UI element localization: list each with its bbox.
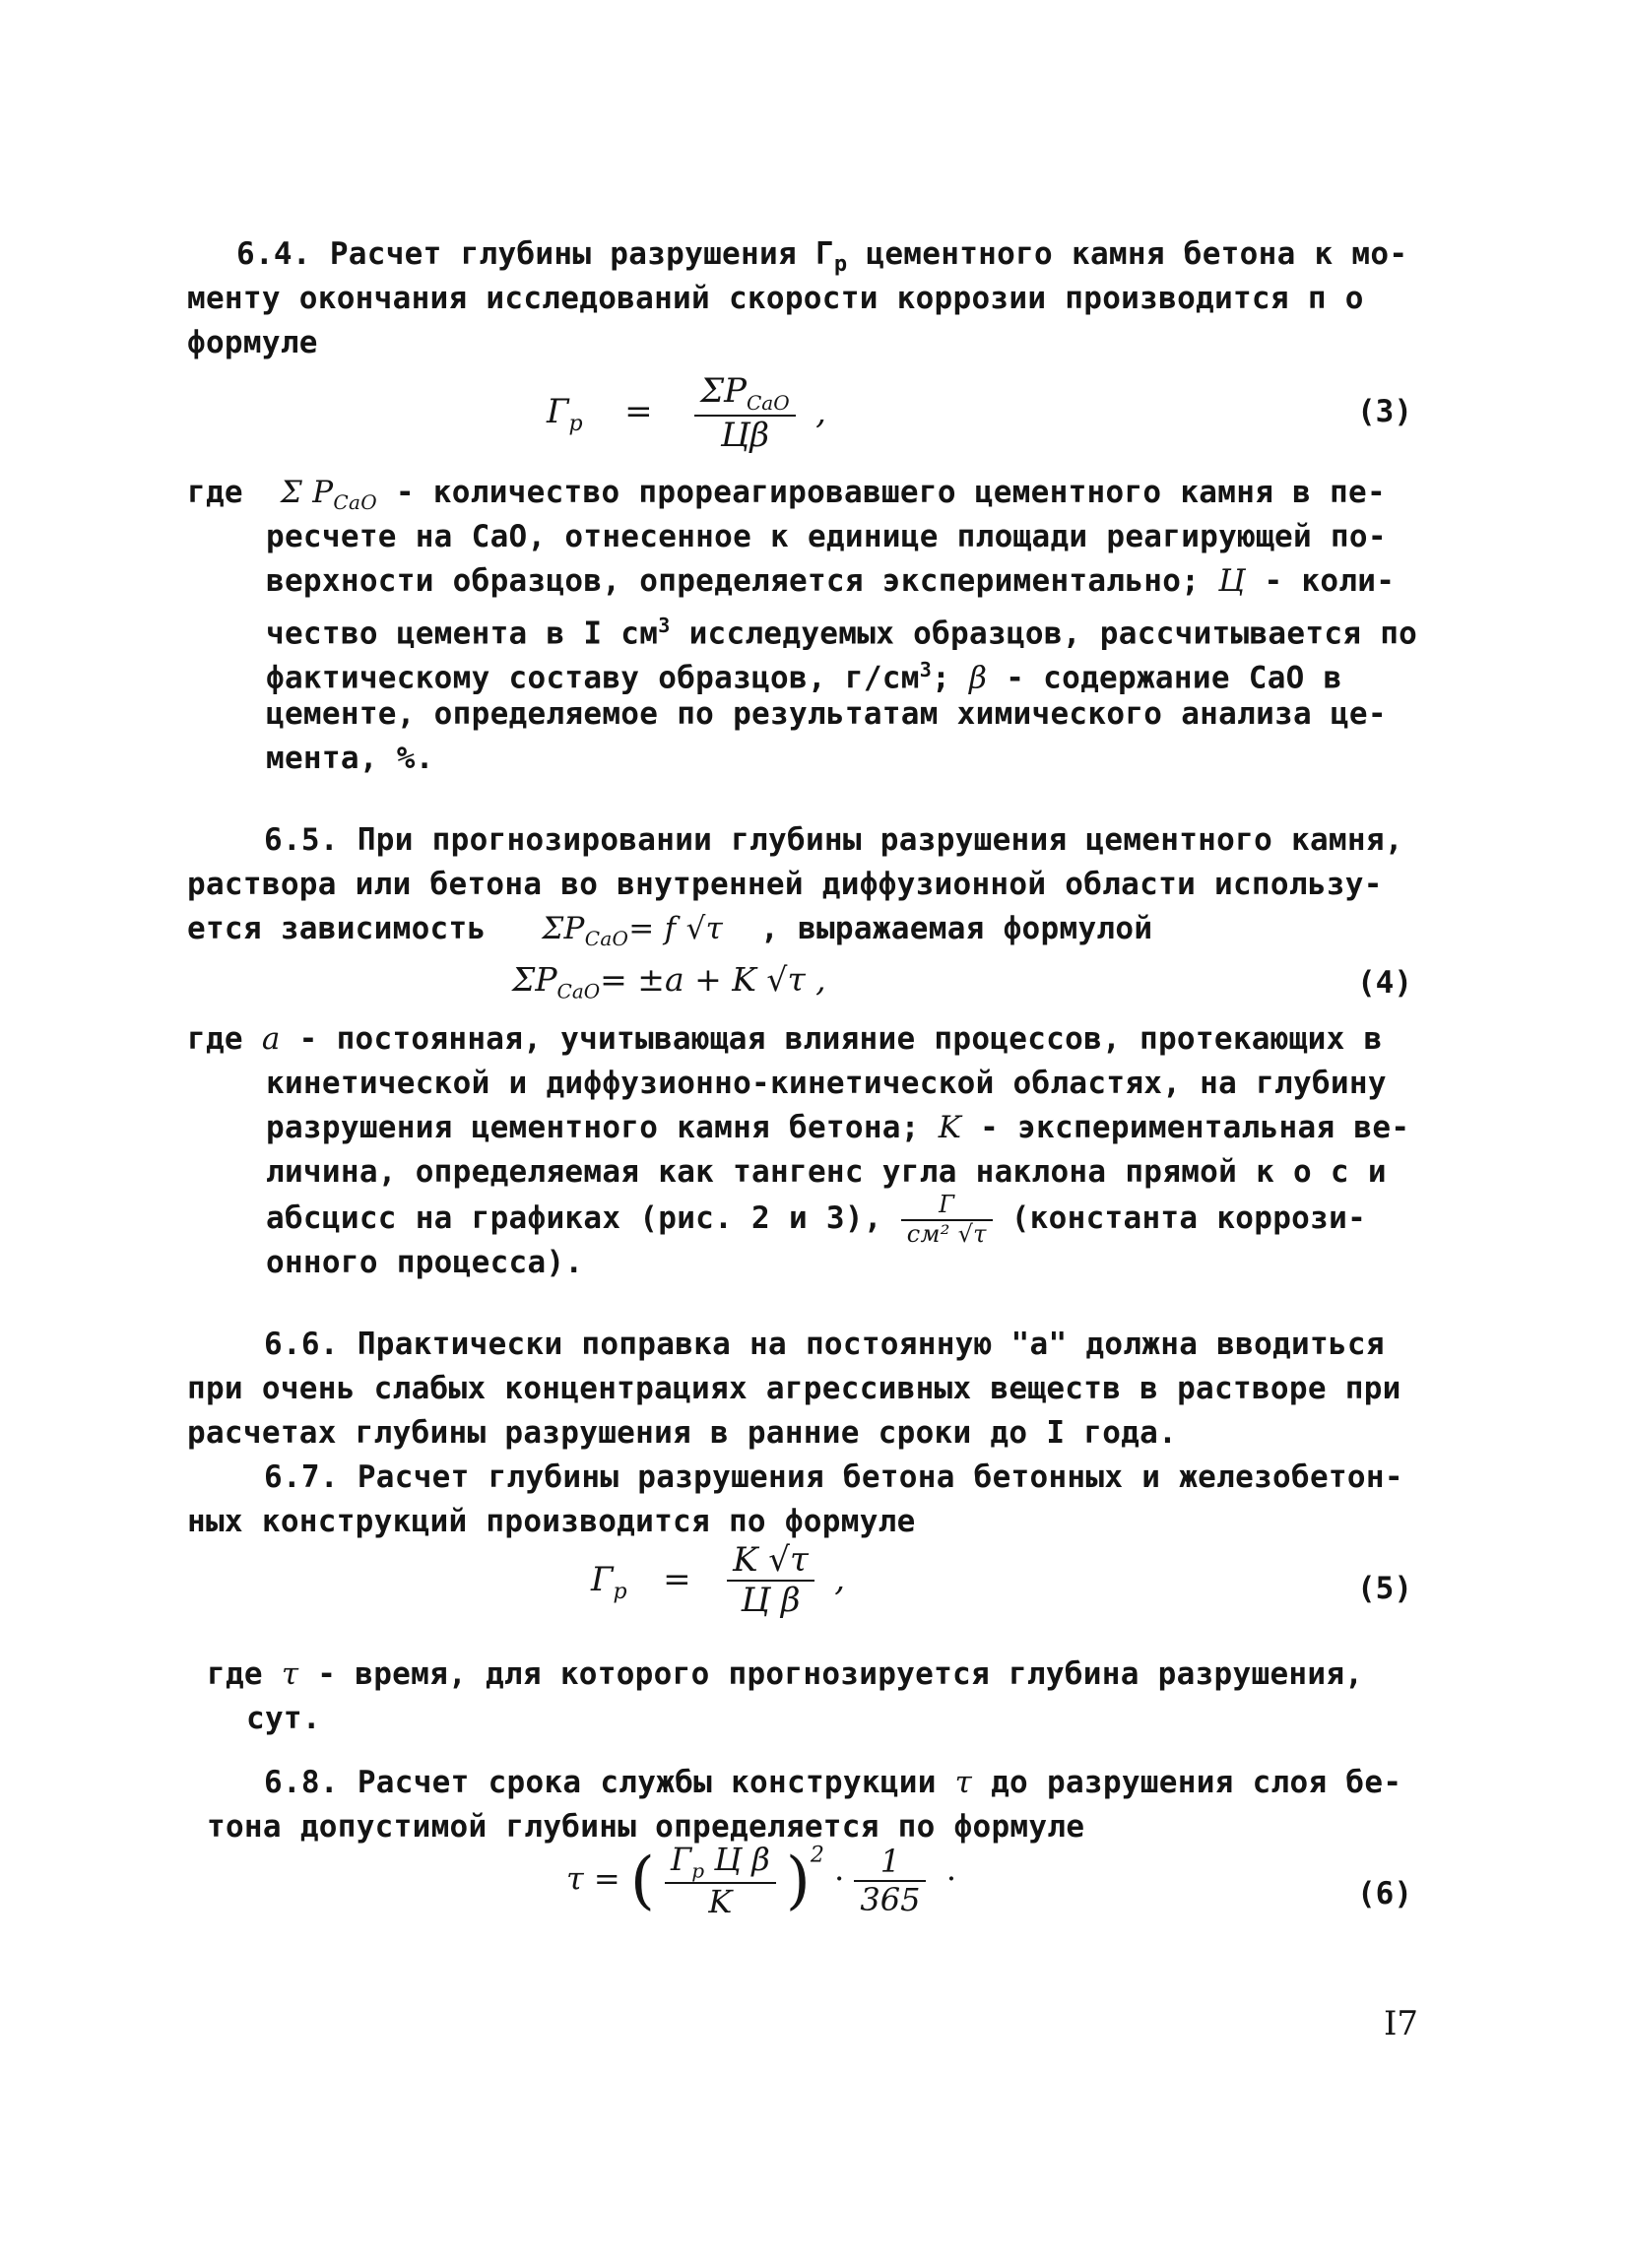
paragraph-6-8-line-2: тона допустимой глубины определяется по формуле — [207, 1809, 1085, 1845]
equation-number-3: (3) — [1357, 394, 1412, 429]
page-number: I7 — [1384, 2004, 1419, 2043]
paragraph-6-4-line-1: 6.4. Расчет глубины разрушения $Г_р$ цементного камня бетона к мо- — [236, 236, 1408, 278]
equation-number-4: (4) — [1357, 965, 1412, 1001]
where-6-7-line-2: сут. — [246, 1701, 321, 1736]
fraction-eq6-days: $\frac{1}{365}$ — [854, 1844, 926, 1918]
unit-fraction: $\frac{Г}{\text{см² √τ}}$ — [901, 1192, 993, 1248]
where-6-4-line-1: где Σ $P_{CaO}$ - количество прореагировавшего цементного камня в пе- — [187, 475, 1386, 515]
equation-4: $\Sigma P_{CaO}= \pm a + K$ √τ , — [512, 960, 826, 1004]
where-6-4-line-6: цементе, определяемое по результатам химического анализа це- — [266, 696, 1387, 732]
where-6-5-line-2: кинетической и диффузионно-кинетической областях, на глубину — [266, 1066, 1387, 1101]
paragraph-6-4-line-3: формуле — [187, 325, 318, 360]
paragraph-6-8-line-1: 6.8. Расчет срока службы конструкции τ до разрушения слоя бе- — [264, 1765, 1402, 1800]
fraction-eq5: $\frac{K √\tau}{\text{Ц β}}$ — [727, 1541, 814, 1620]
where-6-5-line-3: разрушения цементного камня бетона; K - экспериментальная ве- — [266, 1110, 1410, 1145]
paragraph-6-7-line-1: 6.7. Расчет глубины разрушения бетона бетонных и железобетон- — [264, 1459, 1403, 1495]
paragraph-6-6-line-1: 6.6. Практически поправка на постоянную "a" должна вводиться — [264, 1327, 1385, 1362]
equation-6: τ = ( $\frac{Г_р Ц \beta}{K}$ )$^2$ · $\frac{1}{365}$ · — [566, 1841, 956, 1921]
where-6-5-line-6: онного процесса). — [266, 1245, 584, 1280]
paragraph-6-5-line-3: ется зависимость $\Sigma P_{CaO}= f$ √τ , выражаемая формулой — [187, 911, 1153, 951]
paragraph-6-5-line-1: 6.5. При прогнозировании глубины разрушения цементного камня, — [264, 822, 1403, 858]
paragraph-6-7-line-2: ных конструкций производится по формуле — [187, 1504, 916, 1539]
where-6-5-line-4: личина, определяемая как тангенс угла наклона прямой к о с и — [266, 1154, 1387, 1190]
fraction-eq6-main: $\frac{Г_р Ц \beta}{K}$ — [665, 1842, 776, 1920]
equation-number-5: (5) — [1357, 1571, 1412, 1606]
where-6-4-line-2: ресчете на СаО, отнесенное к единице площади реагирующей по- — [266, 519, 1387, 554]
equation-number-6: (6) — [1357, 1876, 1412, 1912]
where-6-5-line-5: абсцисс на графиках (рис. 2 и 3), $\frac{Г}{\text{см² √τ}}$ (константа коррози- — [266, 1191, 1367, 1248]
equation-3: $Г_р$ = $\frac{\Sigma P_{CaO}}{Ц\beta}$ , — [547, 371, 826, 455]
paragraph-6-4-line-2: менту окончания исследований скорости коррозии производится п о — [187, 281, 1364, 316]
where-6-4-line-3: верхности образцов, определяется экспериментально; Ц - коли- — [266, 563, 1396, 599]
where-6-4-line-7: мента, %. — [266, 741, 434, 776]
where-6-4-line-4: чество цемента в I $см^3$ исследуемых образцов, рассчитывается по — [266, 614, 1418, 652]
paragraph-6-6-line-2: при очень слабых концентрациях агрессивных веществ в растворе при — [187, 1371, 1401, 1406]
fraction-eq3: $\frac{\Sigma P_{CaO}}{Ц\beta}$ — [694, 372, 796, 455]
where-6-7-line-1: где τ - время, для которого прогнозируется глубина разрушения, — [207, 1656, 1364, 1692]
paragraph-6-6-line-3: расчетах глубины разрушения в ранние сроки до I года. — [187, 1415, 1178, 1451]
equation-5: $Г_р$ = $\frac{K √\tau}{\text{Ц β}}$ , — [591, 1540, 846, 1621]
where-6-5-line-1: где a - постоянная, учитывающая влияние процессов, протекающих в — [187, 1021, 1383, 1057]
where-6-4-line-5: фактическому составу образцов, $г/см^3$; β - содержание СаО в — [266, 658, 1342, 696]
paragraph-6-5-line-2: раствора или бетона во внутренней диффузионной области использу- — [187, 867, 1383, 902]
